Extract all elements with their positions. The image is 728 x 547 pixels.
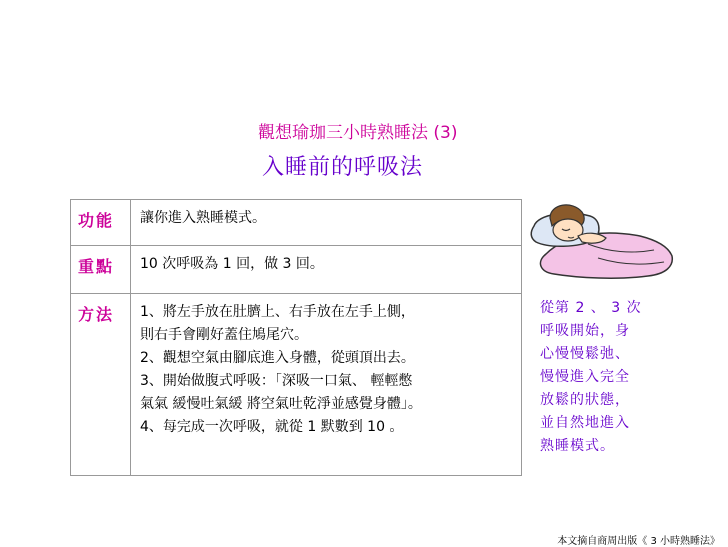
side-note-line: 慢慢進入完全 bbox=[540, 369, 630, 385]
row-label: 功能 bbox=[71, 200, 131, 246]
page-subtitle: 入睡前的呼吸法 bbox=[262, 155, 424, 180]
side-note-line: 心慢慢鬆弛、 bbox=[540, 346, 630, 362]
content-line: 讓你進入熟睡模式。 bbox=[140, 210, 266, 226]
side-note-line: 放鬆的狀態， bbox=[540, 392, 630, 408]
source-note: 本文摘自商周出版《 3 小時熟睡法》 bbox=[557, 536, 720, 547]
side-note bbox=[540, 297, 675, 458]
sleeping-person-icon bbox=[528, 192, 678, 282]
table-row-function bbox=[71, 200, 522, 246]
side-note-line: 熟睡模式。 bbox=[540, 438, 615, 454]
side-note-line: 呼吸開始，身 bbox=[540, 323, 630, 339]
table-row-key-point bbox=[71, 246, 522, 294]
breathing-method-table bbox=[70, 199, 522, 476]
page-title: 觀想瑜珈三小時熟睡法 (3) bbox=[258, 123, 458, 143]
table-row-method bbox=[71, 294, 522, 476]
content-line: 3、開始做腹式呼吸：「深吸一口氣、 輕輕憋 bbox=[140, 373, 413, 389]
side-note-line: 並自然地進入 bbox=[540, 415, 630, 431]
content-line: 1、將左手放在肚臍上、右手放在左手上側， bbox=[140, 304, 415, 320]
row-content bbox=[131, 294, 522, 476]
row-label: 方法 bbox=[71, 294, 131, 476]
content-line: 氣氣 緩慢吐氣緩 將空氣吐乾淨並感覺身體」。 bbox=[140, 396, 422, 412]
content-line: 則右手會剛好蓋住鳩尾穴。 bbox=[140, 327, 308, 343]
content-line: 10 次呼吸為 1 回，做 3 回。 bbox=[140, 256, 324, 272]
row-content bbox=[131, 200, 522, 246]
content-line: 4、每完成一次呼吸，就從 1 默數到 10 。 bbox=[140, 419, 404, 435]
content-line: 2、觀想空氣由腳底進入身體，從頭頂出去。 bbox=[140, 350, 415, 366]
side-note-line: 從第 2 、 3 次 bbox=[540, 300, 642, 316]
row-content bbox=[131, 246, 522, 294]
row-label: 重點 bbox=[71, 246, 131, 294]
